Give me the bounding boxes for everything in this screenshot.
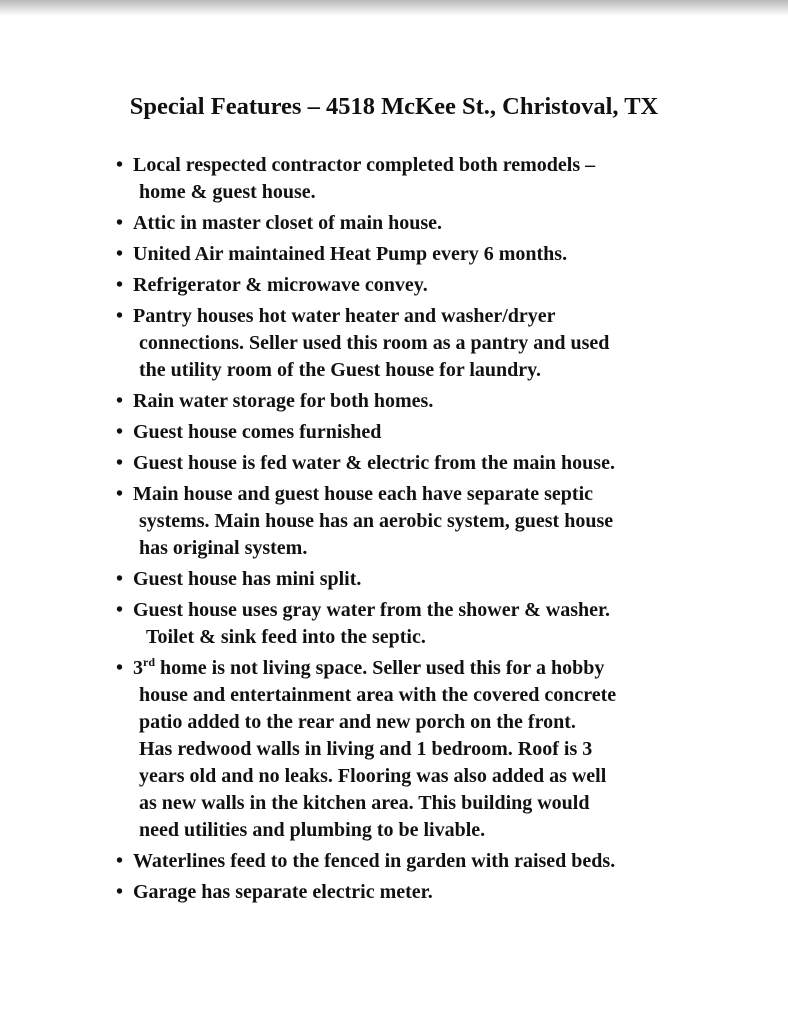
list-item: • United Air maintained Heat Pump every 6 months.	[116, 241, 756, 268]
features-list	[116, 152, 756, 910]
list-item: • Attic in master closet of main house.	[116, 210, 756, 237]
ordinal-suffix: rd	[143, 655, 155, 669]
list-item: • Guest house has mini split.	[116, 566, 756, 593]
list-item: • Guest house comes furnished	[116, 419, 756, 446]
list-item: • Rain water storage for both homes.	[116, 388, 756, 415]
page-title: Special Features – 4518 McKee St., Christoval, TX	[129, 93, 659, 120]
list-item: • Guest house uses gray water from the shower & washer. Toilet & sink feed into the septic.	[116, 597, 756, 651]
top-shadow	[0, 0, 788, 16]
list-item: • Guest house is fed water & electric from the main house.	[116, 450, 756, 477]
list-item: • Local respected contractor completed both remodels – home & guest house.	[116, 152, 756, 206]
list-item: • Garage has separate electric meter.	[116, 879, 756, 906]
list-item: • Pantry houses hot water heater and washer/dryer connections. Seller used this room as a pantry and used the utility room of the Guest house for laundry.	[116, 303, 756, 384]
list-item: • Waterlines feed to the fenced in garden with raised beds.	[116, 848, 756, 875]
list-item: • Refrigerator & microwave convey.	[116, 272, 756, 299]
list-item: • 3rd home is not living space. Seller used this for a hobby house and entertainment area with the covered concrete patio added to the rear and new porch on the front. Has redwood walls in living and 1 bedroom. Roof is 3 years old and no leaks. Flooring was also added as well as new walls in the kitchen area. This building would need utilities and plumbing to be livable.	[116, 655, 756, 844]
list-item: • Main house and guest house each have separate septic systems. Main house has an aerobic system, guest house has original system.	[116, 481, 756, 562]
